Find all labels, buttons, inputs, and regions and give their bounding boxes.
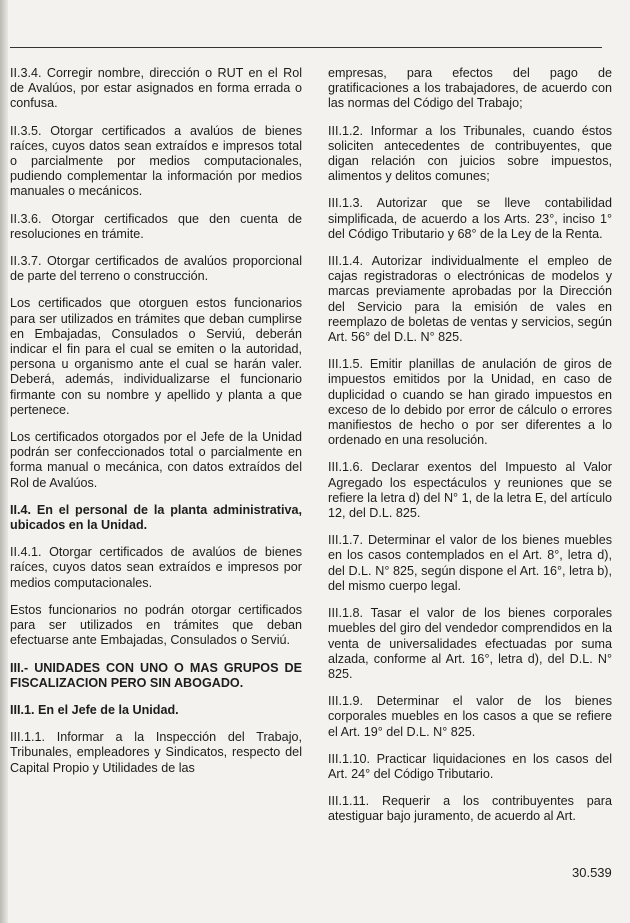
paragraph-ii-3-4: II.3.4. Corregir nombre, dirección o RUT en el Rol de Avalúos, por estar asignados en forma errada o confusa. <box>10 66 302 111</box>
paragraph-ii-3-6: II.3.6. Otorgar certificados que den cuenta de resoluciones en trámite. <box>10 211 302 241</box>
paragraph-iii-1-10: III.1.10. Practicar liquidaciones en los casos del Art. 24° del Código Tributario. <box>328 751 612 781</box>
heading-iii-1: III.1. En el Jefe de la Unidad. <box>10 702 179 717</box>
paragraph-iii-1-5: III.1.5. Emitir planillas de anulación de giros de impuestos emitidos por la Unidad, en caso de duplicidad o cuando se han girado impuestos en exceso de lo debido por error de cálculo o errores manifiestos de hecho o por ser diferentes a lo ordenado en una resolución. <box>328 357 612 448</box>
paragraph-iii-1-4: III.1.4. Autorizar individualmente el empleo de cajas registradoras o electrónicas de modelos y marcas previamente aprobadas por la Dirección del Servicio para la emisión de vales en reemplazo de boletas de ventas y servicios, según Art. 56° del D.L. N° 825. <box>328 254 612 345</box>
paragraph-iii-1-3: III.1.3. Autorizar que se lleve contabilidad simplificada, de acuerdo a los Arts. 23°, inciso 1° del Código Tributario y 68° de la Ley de la Renta. <box>328 196 612 241</box>
paragraph-iii-1-6: III.1.6. Declarar exentos del Impuesto al Valor Agregado los espectáculos y reuniones que se refiere la letra d) del N° 1, de la letra E, del artículo 12, del D.L. 825. <box>328 460 612 521</box>
paragraph-certificados-embajadas: Los certificados que otorguen estos funcionarios para ser utilizados en trámites que deban cumplirse en Embajadas, Consulados o Serviú, deberán indicar el fin para el cual se emiten o la autoridad, persona u organismo ante el cual se harán valer. Deberá, además, individualizarse el funcionario firmante con su nombre y apellido y planta a que pertenece. <box>10 296 302 417</box>
paragraph-iii-1-2: III.1.2. Informar a los Tribunales, cuando éstos soliciten antecedentes de contribuyentes, que digan relación con juicios sobre impuestos, alimentos y delitos comunes; <box>328 123 612 184</box>
paragraph-ii-4-1: II.4.1. Otorgar certificados de avalúos de bienes raíces, cuyos datos sean extraídos e impresos por medios computacionales. <box>10 545 302 590</box>
left-column <box>10 66 302 788</box>
paragraph-iii-1-11: III.1.11. Requerir a los contribuyentes para atestiguar bajo juramento, de acuerdo al Art. <box>328 794 612 824</box>
page-edge <box>0 0 8 923</box>
paragraph-ii-3-5: II.3.5. Otorgar certificados a avalúos de bienes raíces, cuyos datos sean extraídos e impresos total o parcialmente por medios computacionales, pudiendo complementar la información por medios manuales o mecánicos. <box>10 123 302 199</box>
paragraph-iii-1-1: III.1.1. Informar a la Inspección del Trabajo, Tribunales, empleadores y Sindicatos, respecto del Capital Propio y Utilidades de las <box>10 730 302 775</box>
heading-ii-4: II.4. En el personal de la planta administrativa, ubicados en la Unidad. <box>10 502 302 533</box>
paragraph-funcionarios-restriccion: Estos funcionarios no podrán otorgar certificados para ser utilizados en trámites que deban efectuarse ante Embajadas, Consulados o Serviú. <box>10 602 302 648</box>
top-rule <box>10 47 602 48</box>
paragraph-iii-1-7: III.1.7. Determinar el valor de los bienes muebles en los casos contemplados en el Art. 8°, letra d), del D.L. N° 825, según dispone el Art. 16°, letra b), del mismo cuerpo legal. <box>328 533 612 593</box>
paragraph-certificados-jefe: Los certificados otorgados por el Jefe de la Unidad podrán ser confeccionados total o parcialmente en forma manual o mecánica, con datos extraídos del Rol de Avalúos. <box>10 430 302 490</box>
paragraph-iii-1-8: III.1.8. Tasar el valor de los bienes corporales muebles del giro del vendedor comprendidos en la venta de universalidades efectuadas por suma alzada, conforme al Art. 16°, letra d), del D.L. N° 825. <box>328 606 612 681</box>
right-column <box>328 66 612 837</box>
heading-iii: III.- UNIDADES CON UNO O MAS GRUPOS DE FISCALIZACION PERO SIN ABOGADO. <box>10 660 302 690</box>
paragraph-iii-1-1-cont: empresas, para efectos del pago de gratificaciones a los trabajadores, de acuerdo con las normas del Código del Trabajo; <box>328 66 612 111</box>
paragraph-ii-3-7: II.3.7. Otorgar certificados de avalúos proporcional de parte del terreno o construcción. <box>10 254 302 284</box>
paragraph-iii-1-9: III.1.9. Determinar el valor de los bienes corporales muebles en los casos a que se refiere el Art. 19° del D.L. N° 825. <box>328 694 612 739</box>
page-number: 30.539 <box>572 865 612 880</box>
